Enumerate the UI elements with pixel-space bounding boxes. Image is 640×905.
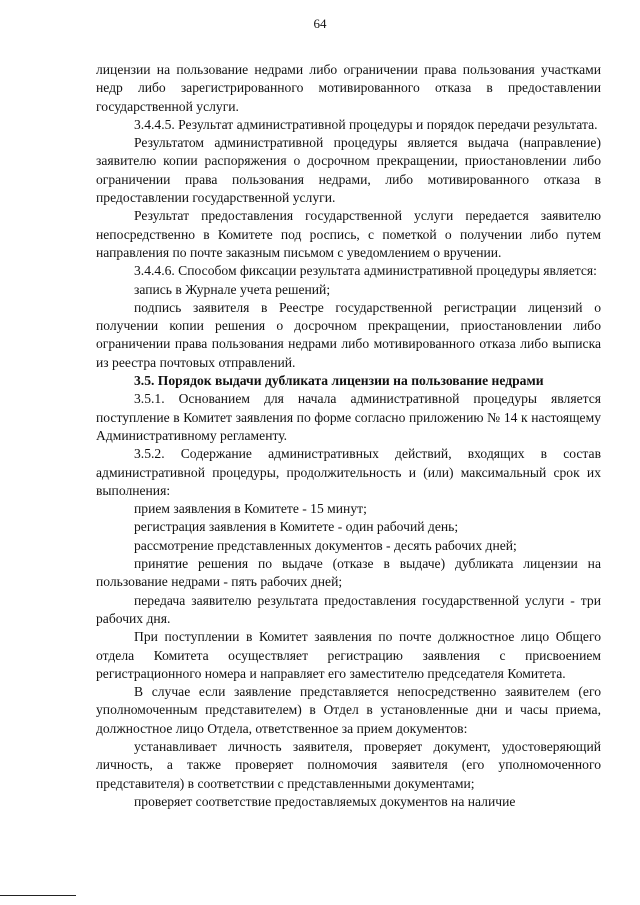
paragraph: При поступлении в Комитет заявления по почте должностное лицо Общего отдела Комитета осуществляет регистрацию заявления с присвоением регистрационного номера и направляет его заместителю председателя Комитета. — [96, 629, 601, 681]
paragraph: В случае если заявление представляется непосредственно заявителем (его уполномоченным представителем) в Отдел в установленные дни и часы приема, должностное лицо Отдела, ответственное за прием документов: — [96, 684, 601, 736]
paragraph: 3.5.2. Содержание административных действий, входящих в состав административной процедуры, продолжительность и (или) максимальный срок их выполнения: — [96, 446, 601, 498]
paragraph: регистрация заявления в Комитете - один рабочий день; — [134, 519, 459, 535]
paragraph: 3.5.1. Основанием для начала административной процедуры является поступление в Комитет заявления по форме согласно приложению № 14 к настоящему Административному регламенту. — [96, 391, 601, 443]
page-number: 64 — [313, 16, 327, 31]
paragraph: устанавливает личность заявителя, проверяет документ, удостоверяющий личность, а также проверяет полномочия заявителя (его уполномоченного представителя) в соответствии с представленными документами; — [96, 738, 601, 791]
paragraph: принятие решения по выдаче (отказе в выдаче) дубликата лицензии на пользование недрами - пять рабочих дней; — [96, 556, 601, 590]
paragraph: 3.4.4.5. Результат административной процедуры и порядок передачи результата. — [134, 116, 598, 132]
paragraph: проверяет соответствие предоставляемых документов на наличие — [134, 793, 516, 809]
paragraph: Результат предоставления государственной услуги передается заявителю непосредственно в Комитете под роспись, с пометкой о получении либо путем направления по почте заказным письмом с уведомлением о вручении. — [96, 208, 601, 260]
paragraph: запись в Журнале учета решений; — [134, 281, 331, 297]
paragraph: 3.4.4.6. Способом фиксации результата административной процедуры является: — [134, 263, 597, 279]
paragraph: подпись заявителя в Реестре государственной регистрации лицензий о получении копии решения о досрочном прекращении, приостановлении либо ограничении права пользования недрами либо мотивированного отказа либо выписка из реестра почтовых отправлений. — [96, 299, 601, 370]
paragraph: рассмотрение представленных документов - десять рабочих дней; — [134, 537, 517, 553]
paragraph: лицензии на пользование недрами либо ограничении права пользования участками недр либо зарегистрированного мотивированного отказа в предоставлении государственной услуги. — [96, 62, 601, 114]
section-heading: 3.5. Порядок выдачи дубликата лицензии на пользование недрами — [134, 373, 544, 389]
paragraph: прием заявления в Комитете - 15 минут; — [134, 501, 367, 517]
paragraph: передача заявителю результата предоставления государственной услуги - три рабочих дня. — [96, 592, 601, 626]
footnote-separator — [0, 895, 76, 896]
document-body — [96, 61, 601, 811]
paragraph: Результатом административной процедуры является выдача (направление) заявителю копии распоряжения о досрочном прекращении, приостановлении либо ограничении права пользования недрами, либо мотивированного отказа в предоставлении государственной услуги. — [96, 135, 601, 206]
